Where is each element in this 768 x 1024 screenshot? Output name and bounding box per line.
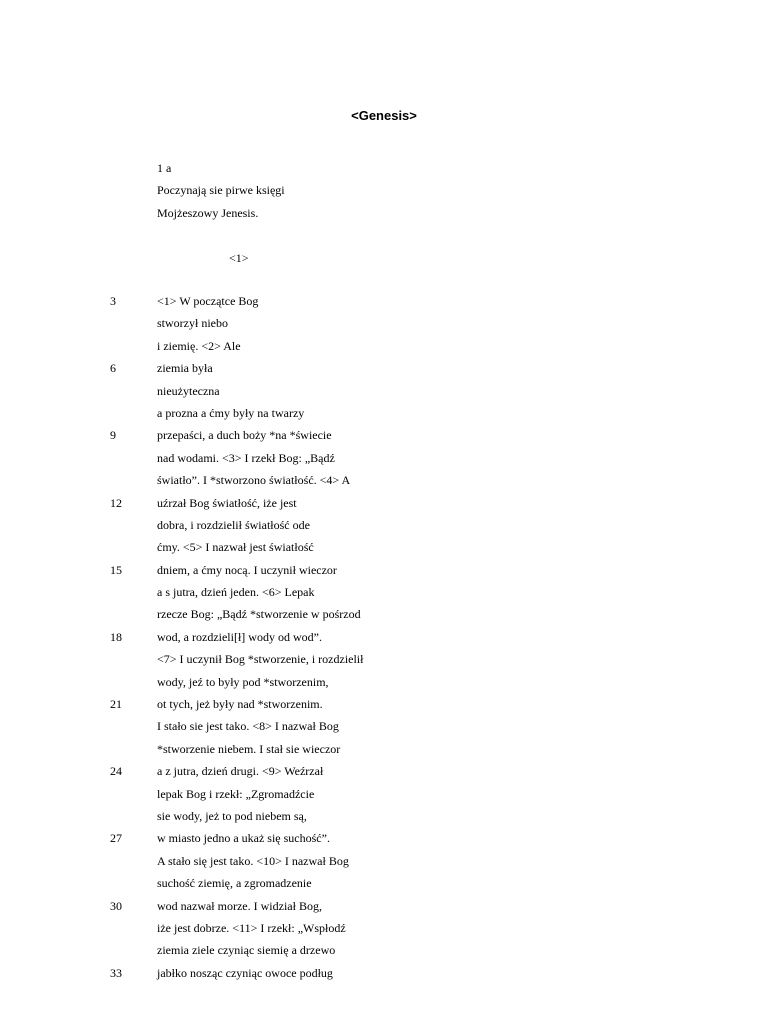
line-text: w miasto jedno a ukaż się suchość”.	[157, 831, 330, 846]
line-text: sie wody, jeż to pod niebem są,	[157, 808, 307, 823]
page-title: <Genesis>	[351, 108, 417, 123]
text-line	[0, 290, 768, 312]
text-line	[0, 962, 768, 984]
header-line: Poczynają sie pirwe księgi	[157, 183, 285, 198]
text-line	[0, 559, 768, 581]
line-number: 21	[110, 697, 122, 712]
text-line	[0, 626, 768, 648]
line-text: stworzył niebo	[157, 316, 228, 331]
text-line	[0, 603, 768, 625]
text-line	[0, 872, 768, 894]
text-line	[0, 312, 768, 334]
line-number: 15	[110, 562, 122, 577]
line-text: nad wodami. <3> I rzekł Bog: „Bądź	[157, 450, 335, 465]
line-text: a prozna a ćmy były na twarzy	[157, 405, 305, 420]
line-number: 24	[110, 764, 122, 779]
text-line	[0, 827, 768, 849]
text-line	[0, 514, 768, 536]
line-text: przepaści, a duch boży *na *świecie	[157, 428, 332, 443]
line-text: nieużyteczna	[157, 383, 220, 398]
chapter-label: <1>	[229, 251, 249, 265]
text-line	[0, 581, 768, 603]
line-text: a z jutra, dzień drugi. <9> Weźrzał	[157, 764, 324, 779]
line-text: wody, jeź to były pod *stworzenim,	[157, 674, 329, 689]
line-text: ziemia była	[157, 361, 213, 376]
line-text: suchość ziemię, a zgromadzenie	[157, 876, 312, 891]
line-text: lepak Bog i rzekł: „Zgromadźcie	[157, 786, 315, 801]
line-text: rzecze Bog: „Bądź *stworzenie w pośrzod	[157, 607, 361, 622]
text-line	[0, 805, 768, 827]
text-line	[0, 939, 768, 961]
text-line	[0, 760, 768, 782]
line-number: 33	[110, 965, 122, 980]
line-number: 6	[110, 361, 116, 376]
line-text: <7> I uczynił Bog *stworzenie, i rozdzielił	[157, 652, 364, 667]
line-text: a s jutra, dzień jeden. <6> Lepak	[157, 585, 315, 600]
line-number: 27	[110, 831, 122, 846]
line-text: ćmy. <5> I nazwał jest światłość	[157, 540, 314, 555]
line-text: wod, a rozdzieli[ł] wody od wod”.	[157, 629, 322, 644]
text-line	[0, 447, 768, 469]
header-line: 1 a	[157, 161, 172, 175]
text-line	[0, 738, 768, 760]
text-line	[0, 357, 768, 379]
line-number: 30	[110, 898, 122, 913]
line-text: ziemia ziele czyniąc siemię a drzewo	[157, 943, 336, 958]
text-line	[0, 492, 768, 514]
line-text: *stworzenie niebem. I stał sie wieczor	[157, 741, 341, 756]
line-text: I stało sie jest tako. <8> I nazwał Bog	[157, 719, 339, 734]
text-line	[0, 469, 768, 491]
line-text: uźrzał Bog światłość, iże jest	[157, 495, 297, 510]
line-text: światło”. I *stworzono światłość. <4> A	[157, 473, 351, 488]
text-line	[0, 402, 768, 424]
text-line	[0, 895, 768, 917]
text-line	[0, 424, 768, 446]
header-line: Mojżeszowy Jenesis.	[157, 205, 259, 220]
text-line	[0, 693, 768, 715]
verse-lines	[0, 290, 768, 984]
text-line	[0, 380, 768, 402]
line-text: ot tych, jeż były nad *stworzenim.	[157, 697, 323, 712]
text-line	[0, 783, 768, 805]
line-text: A stało się jest tako. <10> I nazwał Bog	[157, 853, 349, 868]
text-line	[0, 671, 768, 693]
text-line	[0, 648, 768, 670]
text-line	[0, 850, 768, 872]
line-number: 3	[110, 294, 116, 308]
line-text: dobra, i rozdzielił światłość ode	[157, 517, 310, 532]
line-number: 18	[110, 629, 122, 644]
book-header	[157, 157, 285, 224]
line-text: iże jest dobrze. <11> I rzekł: „Wspłodź	[157, 920, 346, 935]
line-text: i ziemię. <2> Ale	[157, 338, 241, 353]
line-text: jabłko nosząc czyniąc owoce podług	[157, 965, 333, 980]
text-line	[0, 715, 768, 737]
line-text: <1> W początce Bog	[157, 294, 259, 308]
text-line	[0, 536, 768, 558]
line-text: dniem, a ćmy nocą. I uczynił wieczor	[157, 562, 337, 577]
line-number: 9	[110, 428, 116, 443]
text-line	[0, 917, 768, 939]
text-line	[0, 335, 768, 357]
line-text: wod nazwał morze. I widział Bog,	[157, 898, 322, 913]
line-number: 12	[110, 495, 122, 510]
